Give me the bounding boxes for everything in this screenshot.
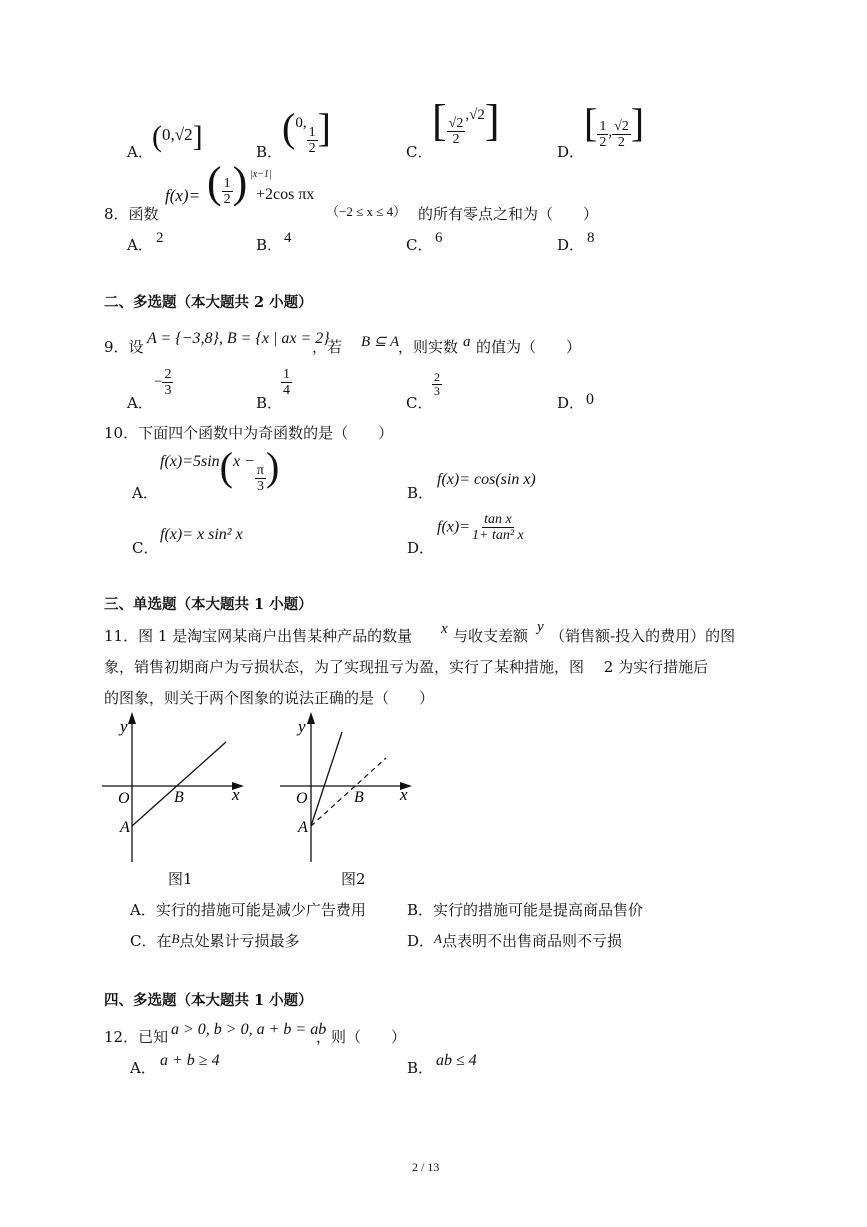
q9-var: a [463,334,471,350]
q8-option-c-label: C． [406,236,433,254]
q7-option-a-value: (0,√2] [152,120,203,153]
q11-option-c: C．在B点处累计亏损最多 [130,931,300,950]
q12-option-b-expr: ab ≤ 4 [436,1052,477,1069]
q10-option-a-expr: f(x)=5sin(x − $\frac{\pi}{3}$ ) [160,444,280,494]
q11-option-a: A．实行的措施可能是减少广告费用 [130,901,366,919]
fig1-y-arrow [128,712,136,724]
q7-option-a-label: A． [127,143,153,161]
q7-option-c-value: [ $\frac{√2}{2}$ ,√2] [432,96,500,147]
q8-option-a-value: 2 [156,230,164,246]
q8-option-d-value: 8 [587,230,595,246]
q12-option-a-label: A． [130,1059,156,1077]
q7-option-c-label: C． [406,143,433,161]
q11-line3: 的图象，则关于两个图象的说法正确的是（ ） [104,689,435,707]
fig2-caption: 图2 [341,870,366,888]
q10-option-d-label: D． [407,539,435,557]
q9-option-c-value: $\frac{2}{3}$ [434,370,440,398]
q7-option-b-value: (0, $\frac{1}{2}$ ] [282,105,331,156]
q10-option-c-expr: f(x)= x sin² x [160,526,243,543]
q11-line1-y: y [537,619,544,635]
q12-suffix: ，则（ ） [316,1028,407,1046]
q7-option-d-value: [ $\frac{1}{2}$ , $\frac{√2}{2}$ ] [584,100,645,150]
q9-suffix: ，则实数 [398,338,459,356]
fig1-caption: 图1 [168,870,193,888]
q8-option-a-label: A． [127,236,153,254]
q8-option-b-label: B． [256,236,283,254]
q9-option-d-label: D． [557,394,585,412]
q8-option-b-value: 4 [284,230,292,246]
figure-1 [100,712,260,892]
q9-option-a-value: − $\frac{2}{3}$ [154,367,172,398]
fig1-x-label: x [232,785,240,804]
fig1-o-label: O [118,790,130,807]
fig1-y-label: y [120,717,128,736]
q8-domain: （−2 ≤ x ≤ 4） [326,204,407,219]
figure-2 [278,712,438,892]
q10-option-b-label: B． [407,484,434,502]
fig2-y-arrow [307,712,315,724]
q8-exponent: |x−1| [250,169,272,180]
q7-option-b-label: B． [256,143,283,161]
page-number: 2 / 13 [412,1160,440,1174]
q11-option-b: B．实行的措施可能是提高商品售价 [407,901,644,919]
fig2-b-label: B [354,789,364,806]
q10-option-b-expr: f(x)= cos(sin x) [437,471,536,488]
q9-subset: B ⊆ A [361,334,400,350]
section-3-title: 三、单选题（本大题共 1 小题） [104,596,313,613]
fig1-line [132,742,226,826]
q10-option-c-label: C． [132,539,159,557]
q11-line1-x: x [441,621,448,637]
q9-prefix: 9．设 [104,338,144,356]
q11-line1-b: 与收支差额 [453,627,529,645]
q9-sets: A = {−3,8}, B = {x | ax = 2} [147,330,330,347]
q8-func-lhs: f(x)= [165,186,201,205]
fig2-x-label: x [400,785,408,804]
q11-line2: 象，销售初期商户为亏损状态，为了实现扭亏为盈，实行了某种措施，图 2 为实行措施后 [104,658,709,676]
q10-option-a-label: A． [132,484,158,502]
q9-option-a-label: A． [127,394,153,412]
q12-option-a-expr: a + b ≥ 4 [160,1052,220,1069]
q8-option-c-value: 6 [435,230,443,246]
q11-line1-a: 11．图 1 是淘宝网某商户出售某种产品的数量 [104,627,413,645]
section-4-title: 四、多选题（本大题共 1 小题） [104,992,313,1009]
q11-line1-c: （销售额-投入的费用）的图 [550,627,736,645]
q11-option-d: D．A点表明不出售商品则不亏损 [407,931,622,950]
q12-cond: a > 0, b > 0, a + b = ab [171,1021,327,1038]
q7-option-d-label: D． [557,143,585,161]
q12-prefix: 12．已知 [104,1028,169,1046]
q12-option-b-label: B． [407,1059,434,1077]
q9-end: 的值为（ ） [476,338,582,356]
q10-option-d-expr: f(x)= $\frac{\text{tan x}}{\text{1+ tan² x}}$ [437,512,524,543]
q9-option-d-value: 0 [586,391,594,408]
q9-cond: ，若 [312,338,343,356]
q8-option-d-label: D． [557,236,585,254]
q8-suffix: 的所有零点之和为（ ） [418,205,599,223]
q8-number: 8．函数 [104,205,159,223]
q8-tail: +2cos πx [256,186,315,203]
fig2-o-label: O [296,790,308,807]
q10-stem: 10．下面四个函数中为奇函数的是（ ） [104,424,394,442]
fig1-a-label: A [120,819,130,836]
fig2-y-label: y [298,717,306,736]
section-2-title: 二、多选题（本大题共 2 小题） [104,294,313,311]
q9-option-b-value: $\frac{1}{4}$ [283,367,290,398]
q8-half: ( $\frac{1}{2}$ ) [207,158,248,207]
fig2-a-label: A [298,819,308,836]
fig1-b-label: B [174,789,184,806]
q9-option-b-label: B． [256,394,283,412]
q9-option-c-label: C． [406,394,433,412]
